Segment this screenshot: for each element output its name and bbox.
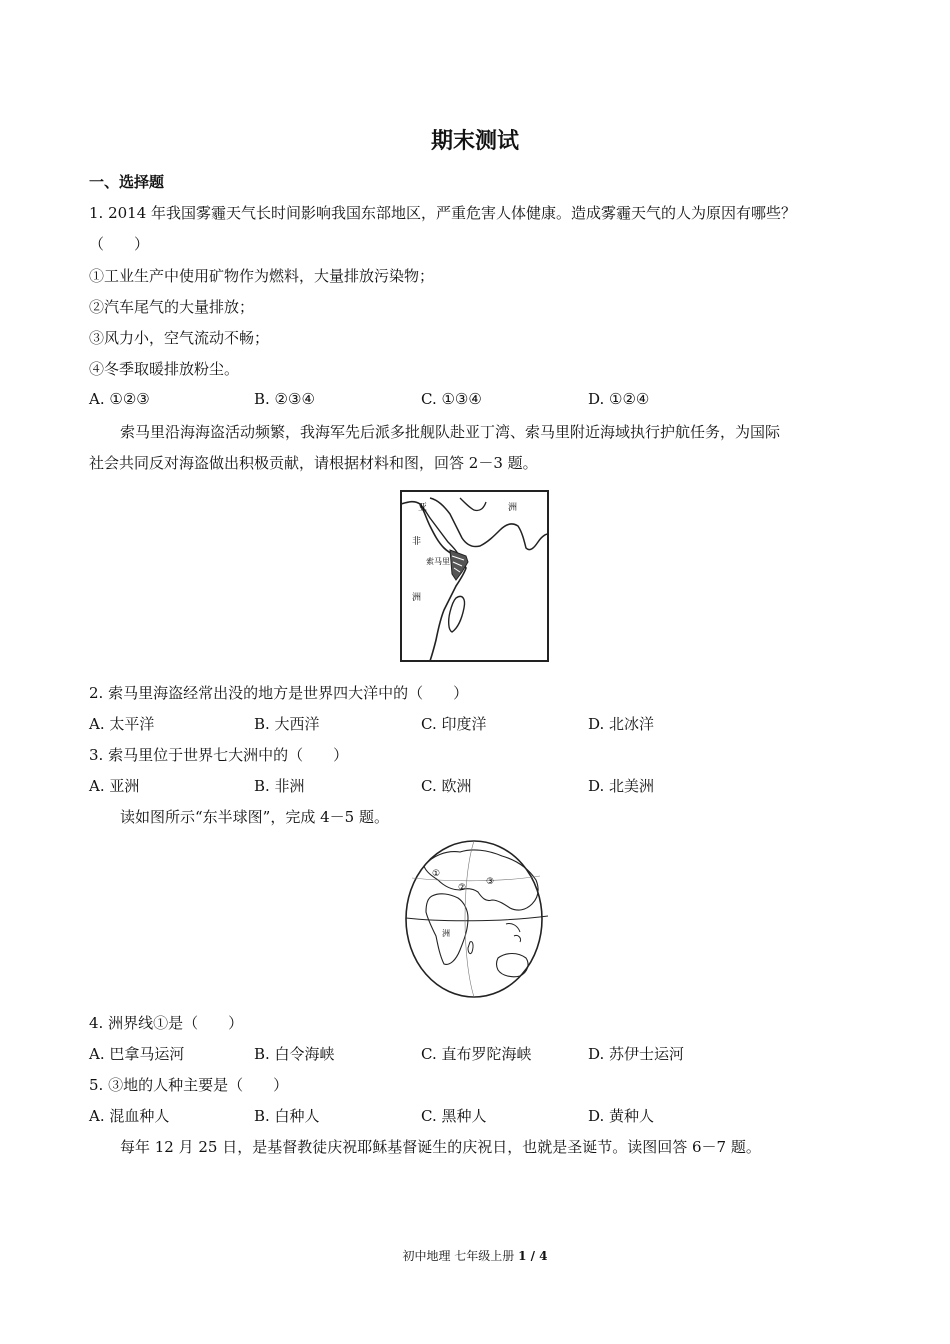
q5-option-b: B. 白种人 [254, 1107, 320, 1125]
footer-text: 初中地理 七年级上册 [402, 1249, 519, 1263]
somalia-map [400, 490, 550, 663]
q1-option-a: A. ①②③ [89, 390, 150, 408]
q2-option-c: C. 印度洋 [421, 715, 487, 733]
q2-stem: 2. 索马里海盗经常出没的地方是世界四大洋中的（ ） [89, 684, 469, 702]
q1-option-b: B. ②③④ [254, 390, 315, 408]
map2-label-zhou: 洲 [442, 929, 450, 938]
q1-item-3: ③风力小，空气流动不畅； [89, 329, 270, 347]
q5-option-a: A. 混血种人 [89, 1107, 170, 1125]
q1-item-4: ④冬季取暖排放粉尘。 [89, 360, 240, 378]
passage3: 每年 12 月 25 日，是基督教徒庆祝耶稣基督诞生的庆祝日，也就是圣诞节。读图回答 6－7 题。 [120, 1138, 761, 1156]
q4-stem: 4. 洲界线①是（ ） [89, 1014, 244, 1032]
map1-label-zhou-1: 洲 [508, 503, 518, 513]
q5-option-d: D. 黄种人 [588, 1107, 655, 1125]
q3-option-b: B. 非洲 [254, 777, 305, 795]
q3-option-c: C. 欧洲 [421, 777, 472, 795]
map1-label-fei: 非 [412, 537, 422, 547]
map1-label-somalia: 索马里 [426, 557, 450, 566]
eastern-hemisphere-map [402, 838, 550, 1000]
q5-stem: 5. ③地的人种主要是（ ） [89, 1076, 289, 1094]
q1-item-2: ②汽车尾气的大量排放； [89, 298, 255, 316]
q4-option-c: C. 直布罗陀海峡 [421, 1045, 532, 1063]
q1-option-c: C. ①③④ [421, 390, 482, 408]
q4-option-b: B. 白令海峡 [254, 1045, 335, 1063]
passage1-line2: 社会共同反对海盗做出积极贡献，请根据材料和图，回答 2－3 题。 [89, 454, 538, 472]
q1-stem: 1. 2014 年我国雾霾天气长时间影响我国东部地区，严重危害人体健康。造成雾霾天气的人为原因有哪些？ [89, 204, 797, 222]
map2-label-1: ① [432, 869, 441, 879]
q1-item-1: ①工业生产中使用矿物作为燃料，大量排放污染物； [89, 267, 435, 285]
q2-option-a: A. 太平洋 [89, 715, 155, 733]
map1-label-zhou-2: 洲 [412, 593, 422, 603]
q2-option-b: B. 大西洋 [254, 715, 320, 733]
passage2: 读如图所示“东半球图”，完成 4－5 题。 [120, 808, 389, 826]
passage1-line1: 索马里沿海海盗活动频繁，我海军先后派多批舰队赴亚丁湾、索马里附近海域执行护航任务，为国际 [120, 423, 781, 441]
q3-option-d: D. 北美洲 [588, 777, 655, 795]
map2-label-2: ② [458, 883, 467, 893]
map2-label-3: ③ [486, 877, 495, 887]
q3-stem: 3. 索马里位于世界七大洲中的（ ） [89, 746, 349, 764]
q3-option-a: A. 亚洲 [89, 777, 140, 795]
q1-paren: （ ） [89, 235, 150, 253]
q4-option-d: D. 苏伊士运河 [588, 1045, 685, 1063]
page-title: 期末测试 [430, 128, 519, 154]
page-footer [0, 1247, 950, 1264]
q1-option-d: D. ①②④ [588, 390, 650, 408]
section-heading: 一、选择题 [89, 173, 165, 191]
q5-option-c: C. 黑种人 [421, 1107, 487, 1125]
q2-option-d: D. 北冰洋 [588, 715, 655, 733]
page-number: 1 / 4 [518, 1249, 548, 1263]
q4-option-a: A. 巴拿马运河 [89, 1045, 185, 1063]
map1-label-ya: 亚 [418, 503, 428, 513]
